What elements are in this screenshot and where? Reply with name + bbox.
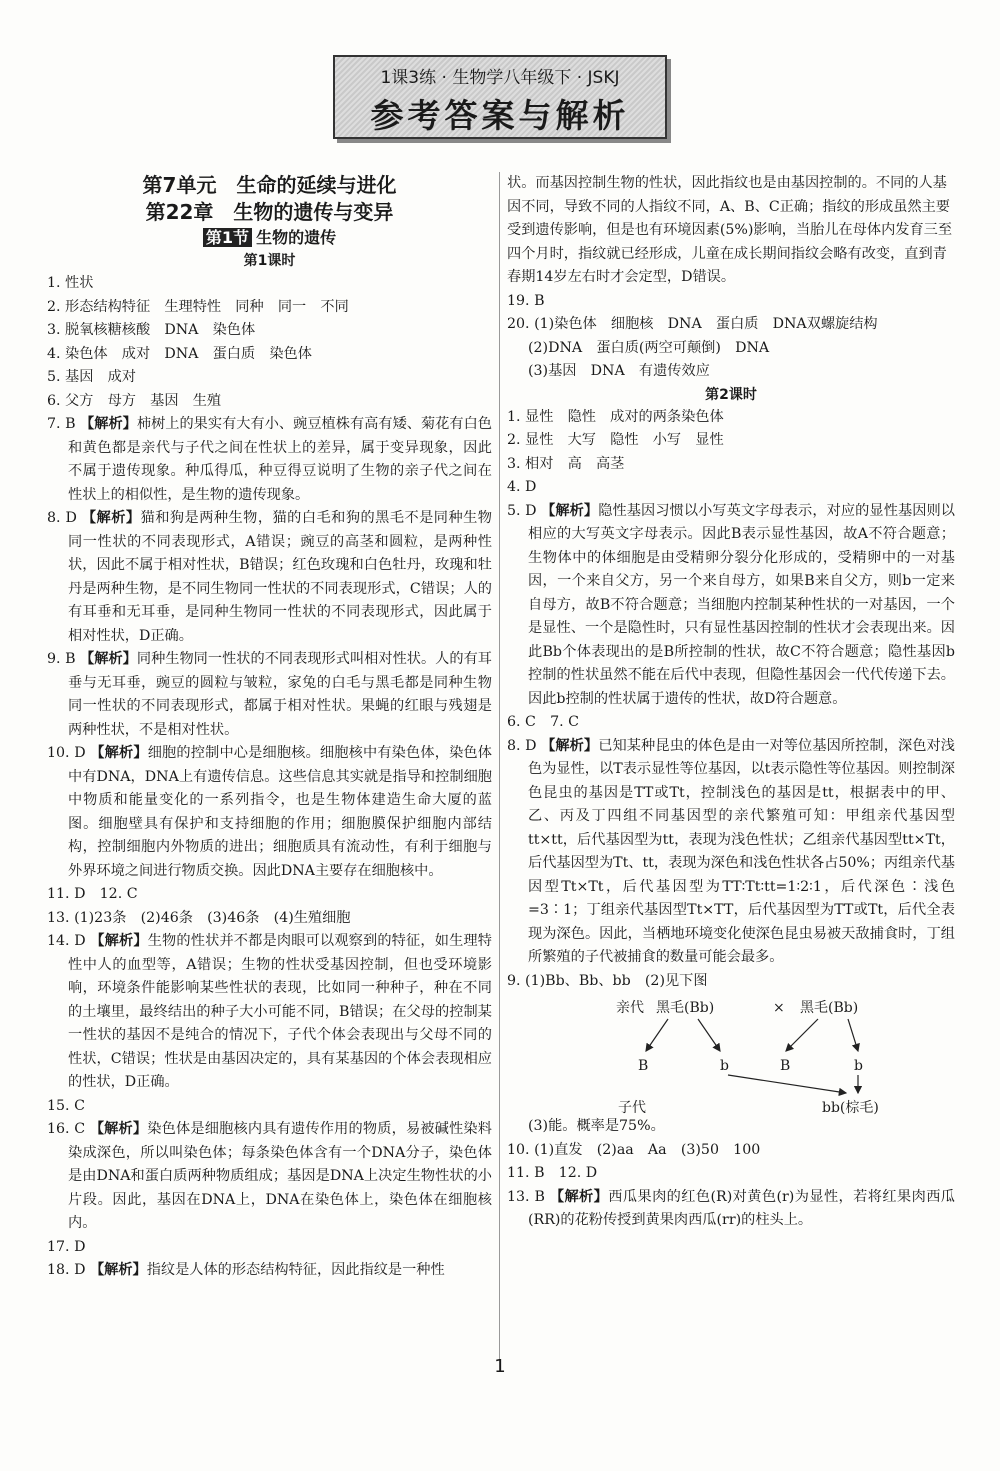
answer-item [507, 1186, 955, 1233]
gamete-1: B [638, 1058, 649, 1074]
analysis-label: 【解析】 [89, 1121, 148, 1137]
answer-item: 2. 形态结构特征 生理特性 同种 同一 不同 [47, 298, 349, 315]
continued-analysis: 状。而基因控制生物的性状，因此指纹也是由基因控制的。不同的人基因不同，导致不同的人指纹不同，A、B、C正确；指纹的形成虽然主要受到遗传影响，但是也有环境因素(5%)影响，当胎儿在母体内发育三至四个月时，指纹就已经形成，儿童在成长期间指纹会略有改变，直到青春期14岁左右时才会定型，D错误。 [507, 175, 953, 285]
genetic-cross-diagram [528, 993, 955, 1115]
parent-label: 亲代 [616, 1000, 644, 1016]
answer-item: 6. 父方 母方 基因 生殖 [47, 392, 222, 409]
answer-number: 8. D [507, 737, 542, 754]
parent2: 黑毛(Bb) [800, 1000, 859, 1016]
parent1: 黑毛(Bb) [656, 1000, 715, 1016]
section-badge: 第1节 [203, 228, 252, 247]
banner-subtitle: 1课3练 · 生物学八年级下 · JSKJ [380, 68, 620, 88]
answer-list-right-a [507, 290, 955, 384]
answer-number: 13. B [507, 1188, 550, 1205]
answer-item: 4. D [507, 479, 537, 495]
analysis-label: 【解析】 [81, 510, 141, 526]
answer-item: 20. (1)染色体 细胞核 DNA 蛋白质 DNA双螺旋结构 [507, 316, 878, 332]
answer-item: 4. 染色体 成对 DNA 蛋白质 染色体 [47, 345, 312, 362]
analysis-label: 【解析】 [90, 933, 148, 949]
answer-item [47, 413, 492, 507]
answer-list-right-c [507, 1115, 955, 1233]
answer-number: 18. D [47, 1262, 90, 1278]
lesson-1-heading: 第1课时 [243, 253, 296, 269]
analysis-label: 【解析】 [80, 416, 137, 432]
section-title: 生物的遗传 [256, 228, 337, 247]
answer-number: 8. D [47, 510, 82, 526]
answer-item: 1. 显性 隐性 成对的两条染色体 [507, 408, 724, 425]
answer-item: 15. C [47, 1097, 85, 1114]
analysis-text: 细胞的控制中心是细胞核。细胞核中有染色体，染色体中有DNA，DNA上有遗传信息。这些信息其实就是指导和控制细胞中物质和能量变化的一系列指令，也是生物体建造生命大厦的蓝图。细胞壁具有保护和支持细胞的作用；细胞膜保护细胞内部结构，控制细胞内外物质的进出；细胞质具有流动性，有利于细胞与外界环境之间进行物质交换。因此DNA主要存在细胞核中。 [68, 745, 492, 879]
analysis-label: 【解析】 [541, 502, 599, 519]
cross-symbol: × [773, 1000, 785, 1016]
answer-number: 10. D [47, 745, 91, 761]
answer-item: 2. 显性 大写 隐性 小写 显性 [507, 432, 724, 448]
cross-arrows [528, 993, 948, 1115]
answer-item: 6. C 7. C [507, 714, 579, 730]
analysis-text: 指纹是人体的形态结构特征，因此指纹是一种性 [146, 1262, 445, 1278]
answer-item: 11. B 12. D [507, 1165, 598, 1181]
gamete-2: b [720, 1058, 729, 1074]
analysis-label: 【解析】 [80, 651, 137, 667]
answer-item [507, 500, 955, 712]
answer-item: 3. 脱氧核糖核酸 DNA 染色体 [47, 322, 256, 338]
gamete-4: b [854, 1058, 863, 1074]
answer-number: 9. B [47, 651, 81, 667]
answer-item [47, 648, 492, 742]
left-column [47, 172, 492, 1283]
analysis-text: 隐性基因习惯以小写英文字母表示，对应的显性基因则以相应的大写英文字母表示。因此B表示显性基因，故A不符合题意；生物体中的体细胞是由受精卵分裂分化形成的，受精卵中的一对基因，一个来自父方，另一个来自母方，如果B来自父方，则b一定来自母方，故B不符合题意；当细胞内控制某种性状的一对基因，一个是显性、一个是隐性时，只有显性基因控制的性状才会表现出来。因此Bb个体表现出的是B所控制的性状，故C不符合题意；隐性基因b控制的性状虽然不能在后代中表现，但隐性基因会一代代传递下去。因此b控制的性状属于遗传的性状，故D符合题意。 [528, 502, 955, 707]
analysis-text: 同种生物同一性状的不同表现形式叫相对性状。人的有耳垂与无耳垂，豌豆的圆粒与皱粒，家兔的白毛与黑毛都是同种生物同一性状的不同表现形式，都属于相对性状。果蝇的红眼与残翅是两种性状，不是相对性状。 [68, 651, 492, 738]
right-column [507, 172, 955, 1233]
answer-item [47, 507, 492, 648]
answer-item: 1. 性状 [47, 275, 94, 291]
answer-number: 16. C [47, 1121, 90, 1137]
page-number: 1 [494, 1356, 506, 1377]
analysis-text: 已知某种昆虫的体色是由一对等位基因所控制，深色对浅色为显性，以T表示显性等位基因，以t表示隐性等位基因。则控制深色昆虫的基因是TT或Tt，控制浅色的基因是tt，根据表中的甲、乙、丙及丁四组不同基因型的亲代繁殖可知：甲组亲代基因型tt×tt，后代基因型为tt，表现为浅色性状；乙组亲代基因型tt×Tt，后代基因型为Tt、tt，表现为深色和浅色性状各占50%；丙组亲代基因型Tt×Tt，后代基因型为TT∶Tt∶tt=1∶2∶1，后代深色∶浅色=3∶1；丁组亲代基因型Tt×TT，后代基因型为TT或Tt，后代全表现为深色。因此，当栖地环境变化使深色昆虫易被天敌捕食时，丁组所繁殖的子代被捕食的数量可能会最多。 [528, 737, 955, 965]
answer-item: (3)能。概率是75%。 [528, 1118, 665, 1134]
section-heading [47, 226, 492, 250]
offspring: bb(棕毛) [822, 1100, 879, 1116]
answer-number: 5. D [507, 502, 542, 519]
analysis-label: 【解析】 [90, 745, 148, 761]
gamete-3: B [780, 1058, 791, 1074]
answer-item [47, 1118, 492, 1236]
answer-number: 14. D [47, 933, 91, 949]
column-divider [499, 172, 500, 1372]
analysis-label: 【解析】 [89, 1262, 147, 1278]
offspring-label: 子代 [618, 1100, 646, 1116]
analysis-text: 西瓜果肉的红色(R)对黄色(r)为显性，若将红果肉西瓜(RR)的花粉传授到黄果肉西瓜(rr)的柱头上。 [528, 1188, 955, 1228]
unit-heading: 第7单元 生命的延续与进化 [142, 173, 397, 197]
analysis-text: 猫和狗是两种生物，猫的白毛和狗的黑毛不是同种生物同一性状的不同表现形式，A错误；豌豆的高茎和圆粒，是两种性状，因此不属于相对性状，B错误；红色玫瑰和白色牡丹，玫瑰和牡丹是两种生物，是不同生物同一性状的不同表现形式，C错误；人的有耳垂和无耳垂，是同种生物同一性状的不同表现形式，因此属于相对性状，D正确。 [68, 510, 492, 644]
answer-item: 10. (1)直发 (2)aa Aa (3)50 100 [507, 1141, 761, 1158]
analysis-text: 柿树上的果实有大有小、豌豆植株有高有矮、菊花有白色和黄色都是亲代与子代之间在性状上的差异，属于变异现象，因此不属于遗传现象。种瓜得瓜，种豆得豆说明了生物的亲子代之间在性状上的相似性，是生物的遗传现象。 [68, 416, 492, 503]
answer-item: 9. (1)Bb、Bb、bb (2)见下图 [507, 972, 708, 989]
answer-item: 3. 相对 高 高茎 [507, 455, 625, 472]
answer-item [47, 930, 492, 1095]
analysis-text: 生物的性状并不都是肉眼可以观察到的特征，如生理特性中人的血型等，A错误；生物的性状受基因控制，但也受环境影响，环境条件能影响某些性状的表现，比如同一种种子，种在不同的土壤里，最终结出的种子大小可能不同，B错误；在父母的控制某一性状的基因不是纯合的情况下，子代个体会表现出与父母不同的性状，C错误；性状是由基因决定的，具有某基因的个体会表现相应的性状，D正确。 [68, 933, 492, 1090]
answer-item: 17. D [47, 1238, 86, 1255]
lesson-2-heading: 第2课时 [705, 386, 757, 403]
analysis-label: 【解析】 [549, 1188, 609, 1205]
answer-item [47, 742, 492, 883]
answer-item: (2)DNA 蛋白质(两空可颠倒) DNA [528, 339, 770, 356]
answer-item: 5. 基因 成对 [47, 369, 136, 385]
analysis-text: 染色体是细胞核内具有遗传作用的物质，易被碱性染料染成深色，所以叫染色体；每条染色体含有一个DNA分子，染色体是由DNA和蛋白质两种物质组成；基因是DNA上决定生物性状的小片段。因此，基因在DNA上，DNA在染色体上，染色体在细胞核内。 [68, 1121, 492, 1231]
banner-title: 参考答案与解析 [370, 96, 630, 135]
chapter-heading: 第22章 生物的遗传与变异 [145, 200, 394, 224]
answer-item: 19. B [507, 292, 545, 309]
title-banner [333, 55, 667, 139]
answer-list-left [47, 272, 492, 1283]
answer-item: (3)基因 DNA 有遗传效应 [528, 363, 710, 379]
answer-item [47, 1259, 492, 1283]
answer-item [507, 735, 955, 970]
answer-item: 11. D 12. C [47, 886, 138, 902]
answer-number: 7. B [47, 416, 81, 432]
answer-list-right-b [507, 406, 955, 994]
answer-item: 13. (1)23条 (2)46条 (3)46条 (4)生殖细胞 [47, 909, 351, 926]
analysis-label: 【解析】 [541, 737, 599, 754]
